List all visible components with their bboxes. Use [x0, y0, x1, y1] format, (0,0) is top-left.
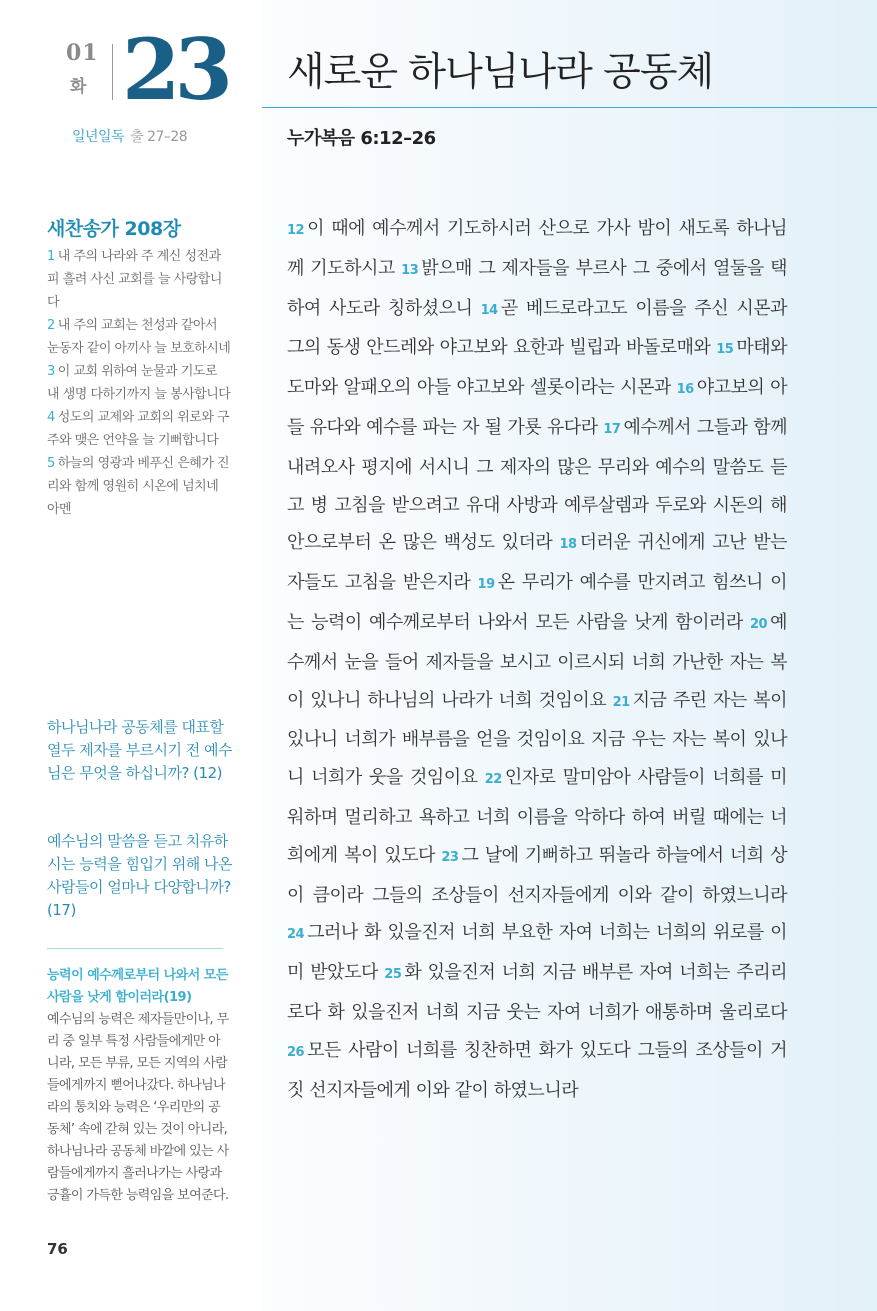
hymn-verse-number: 4 — [47, 410, 55, 425]
hymn-verses — [47, 245, 232, 521]
verse-number: 20 — [750, 616, 768, 632]
verse-number: 21 — [612, 694, 630, 710]
verse-text: 밝으매 그 제자들을 부르사 그 중에서 열둘을 택하여 사도라 칭하셨으니 — [287, 257, 787, 319]
verse-text: 마태와 도마와 알패오의 아들 야고보와 셀롯이라는 시몬과 — [287, 337, 787, 399]
day-number: 23 — [122, 20, 227, 119]
verse-text: 온 무리가 예수를 만지려고 힘쓰니 이는 능력이 예수께로부터 나와서 모든 사람을 낫게 함이러라 — [287, 572, 787, 633]
hymn-verse — [47, 245, 232, 314]
verse-number: 25 — [384, 967, 402, 983]
verse-number: 23 — [441, 849, 459, 865]
month-number: 01 — [66, 40, 99, 66]
sidebar-divider — [47, 948, 223, 949]
note-body: 예수님의 능력은 제자들만이나, 무리 중 일부 특정 사람들에게만 아니라, 모든 부류, 모든 지역의 사람들에게까지 뻗어나갔다. 하나님나라의 통치와 능력은 ‘우리만의 공동체’ 속에 갇혀 있는 것이 아니라, 하나님나라 공동체 바깥에 있는 사람들에게까지 흘러나가는 사랑과 긍휼이 가득한 능력임을 보여준다. — [47, 1012, 229, 1203]
verse-number: 19 — [477, 577, 495, 593]
verse-number: 22 — [484, 772, 502, 788]
verse-text: 그 날에 기뻐하고 뛰놀라 하늘에서 너희 상이 큼이라 그들의 조상들이 선지자들에게 이와 같이 하였느니라 — [287, 844, 787, 906]
hymn-verse-number: 2 — [47, 318, 55, 333]
hymn-verse — [47, 360, 232, 406]
page-number: 76 — [47, 1240, 68, 1258]
hymn-verse — [47, 314, 232, 360]
passage-reference: 누가복음 6:12–26 — [287, 128, 436, 149]
verse-text: 이 때에 예수께서 기도하시러 산으로 가사 밤이 새도록 하나님께 기도하시고 — [287, 218, 787, 279]
reading-plan-label: 일년일독 — [72, 129, 125, 145]
reading-plan — [72, 126, 187, 146]
header-rule — [262, 107, 877, 108]
verse-text: 인자로 말미암아 사람들이 너희를 미워하며 멀리하고 욕하고 너희 이름을 악하다 하여 버릴 때에는 너희에게 복이 있도다 — [287, 767, 787, 866]
page-title: 새로운 하나님나라 공동체 — [287, 50, 714, 95]
month-unit: 화 — [70, 77, 87, 97]
verse-number: 14 — [480, 302, 498, 318]
hymn-verse-text: 내 주의 나라와 주 계신 성전과 피 흘려 사신 교회를 늘 사랑합니다 — [47, 249, 222, 310]
verse-text: 화 있을진저 너희 지금 배부른 자여 너희는 주리리로다 화 있을진저 너희 지금 웃는 자여 너희가 애통하며 울리로다 — [287, 962, 787, 1023]
verse-number: 16 — [676, 382, 694, 398]
hymn-verse-number: 5 — [47, 456, 55, 471]
hymn-verse-text: 하늘의 영광과 베푸신 은혜가 진리와 함께 영원히 시온에 넘치네 아멘 — [47, 456, 230, 517]
hymn-verse-number: 1 — [47, 249, 55, 264]
verse-number: 26 — [287, 1044, 305, 1060]
verse-text: 곧 베드로라고도 이름을 주신 시몬과 그의 동생 안드레와 야고보와 요한과 빌립과 바돌로매와 — [287, 297, 787, 359]
verse-number: 12 — [287, 223, 305, 238]
hymn-verse — [47, 406, 232, 452]
hymn-verse-text: 성도의 교제와 교회의 위로와 구주와 맺은 언약을 늘 기뻐합니다 — [47, 410, 230, 448]
hymn-verse — [47, 452, 232, 521]
verse-number: 18 — [559, 537, 577, 553]
date-divider — [112, 44, 113, 100]
scripture-text — [287, 210, 787, 1109]
hymn-title: 새찬송가 208장 — [47, 218, 181, 240]
verse-number: 24 — [287, 927, 305, 943]
verse-text: 예수께서 그들과 함께 내려오사 평지에 서시니 그 제자의 많은 무리와 예수의 말씀도 듣고 병 고침을 받으려고 유대 사방과 예루살렘과 두로와 시돈의 해안으로부터 온 많은 백성도 있더라 — [287, 416, 787, 554]
verse-number: 13 — [401, 262, 419, 278]
verse-text: 모든 사람이 너희를 칭찬하면 화가 있도다 그들의 조상들이 거짓 선지자들에게 이와 같이 하였느니라 — [287, 1039, 787, 1101]
note-title: 능력이 예수께로부터 나와서 모든 사람을 낫게 함이러라(19) — [47, 968, 228, 1005]
hymn-verse-number: 3 — [47, 364, 55, 379]
verse-text: 지금 주린 자는 복이 있나니 너희가 배부름을 얻을 것임이요 지금 우는 자는 복이 있나니 너희가 웃을 것임이요 — [287, 689, 787, 789]
verse-number: 15 — [716, 342, 734, 358]
verse-text: 예수께서 눈을 들어 제자들을 보시고 이르시되 너희 가난한 자는 복이 있나니 하나님의 나라가 너희 것임이요 — [287, 611, 787, 711]
verse-text: 그러나 화 있을진저 너희 부요한 자여 너희는 너희의 위로를 이미 받았도다 — [287, 922, 787, 984]
verse-text: 더러운 귀신에게 고난 받는 자들도 고침을 받은지라 — [287, 532, 787, 594]
question-2: 예수님의 말씀을 듣고 치유하시는 능력을 힘입기 위해 나온 사람들이 얼마나 다양합니까? (17) — [47, 832, 232, 919]
reading-plan-reference: 출 27–28 — [130, 129, 188, 145]
verse-number: 17 — [603, 421, 621, 437]
verse-text: 야고보의 아들 유다와 예수를 파는 자 될 가룟 유다라 — [287, 377, 787, 438]
hymn-verse-text: 이 교회 위하여 눈물과 기도로 내 생명 다하기까지 늘 봉사합니다 — [47, 364, 231, 402]
hymn-verse-text: 내 주의 교회는 천성과 같아서 눈동자 같이 아끼사 늘 보호하시네 — [47, 318, 231, 356]
question-1: 하나님나라 공동체를 대표할 열두 제자를 부르시기 전 예수님은 무엇을 하십니까? (12) — [47, 718, 232, 782]
